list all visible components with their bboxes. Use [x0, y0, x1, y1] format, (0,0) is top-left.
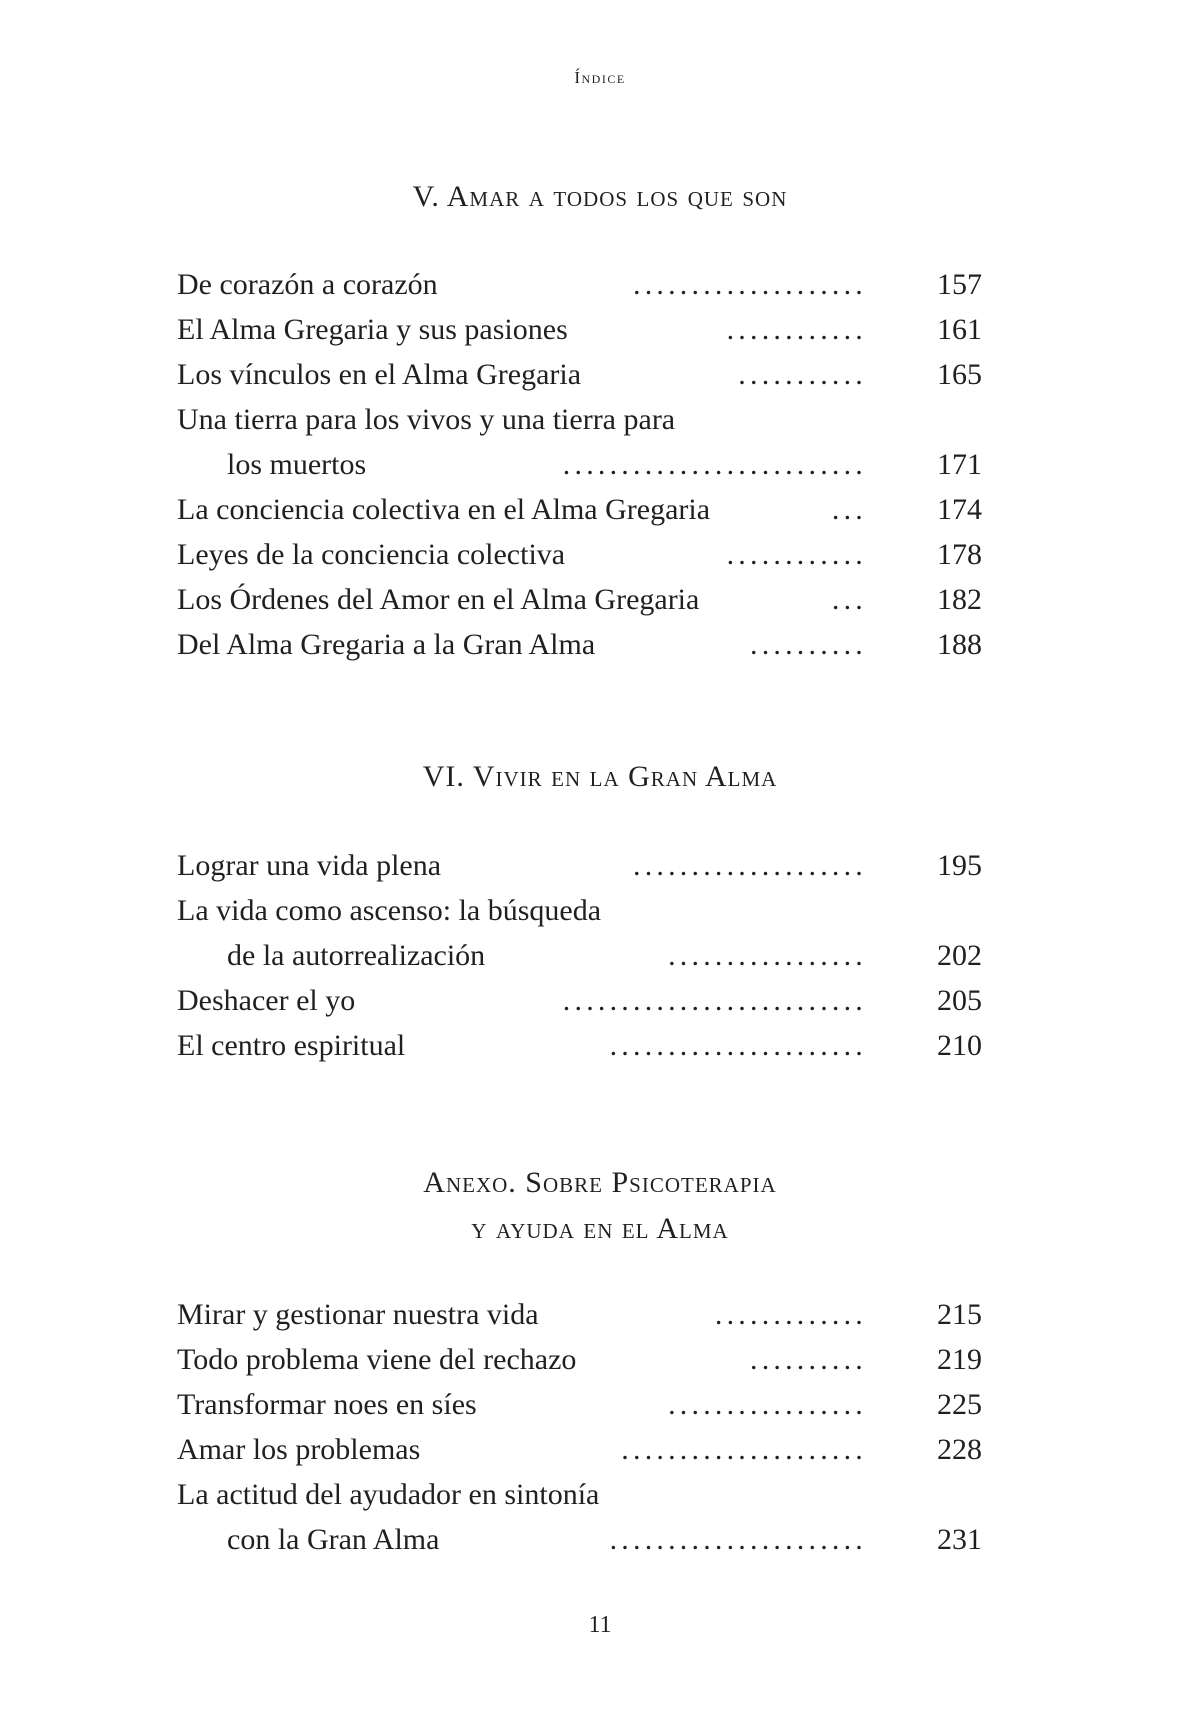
toc-entry-line-2[interactable]: [177, 933, 982, 978]
page-number: 178: [937, 538, 982, 571]
toc-entry[interactable]: [177, 1382, 982, 1427]
dot-leader: ......................: [609, 1523, 867, 1556]
toc-entry[interactable]: [177, 307, 982, 352]
section-title-line: Anexo. Sobre Psicoterapia: [423, 1166, 777, 1199]
toc-entry[interactable]: [177, 1023, 982, 1068]
toc-entry-line-1[interactable]: [177, 397, 982, 442]
page-number: 188: [937, 628, 982, 661]
toc-entry-line-2[interactable]: [177, 442, 982, 487]
page-number: 161: [937, 313, 982, 346]
dot-leader: ...........: [738, 358, 867, 391]
entry-title: De corazón a corazón: [177, 268, 438, 301]
entry-title: Una tierra para los vivos y una tierra para: [177, 403, 676, 436]
toc-entry-line-1[interactable]: [177, 888, 982, 933]
page-number: 202: [937, 939, 982, 972]
dot-leader: ..........: [750, 1343, 867, 1376]
dot-leader: .............: [714, 1298, 867, 1331]
section-title-line: y ayuda en el Alma: [471, 1212, 729, 1245]
dot-leader: ....................: [633, 849, 867, 882]
page-number: 228: [937, 1433, 982, 1466]
page-number: 174: [937, 493, 982, 526]
entry-title: La vida como ascenso: la búsqueda: [177, 894, 602, 927]
entry-title: El centro espiritual: [177, 1029, 406, 1062]
toc-entry[interactable]: [177, 352, 982, 397]
page-folio: 11: [588, 1612, 612, 1638]
section-title-line: V. Amar a todos los que son: [412, 180, 788, 213]
dot-leader: ......................: [609, 1029, 867, 1062]
toc-entry[interactable]: [177, 577, 982, 622]
toc-entry-line-2[interactable]: [177, 1517, 982, 1562]
running-head: Índice: [574, 68, 626, 87]
dot-leader: ..........: [750, 628, 867, 661]
section-title-line: VI. Vivir en la Gran Alma: [422, 760, 778, 793]
entry-title: Transformar noes en síes: [177, 1388, 477, 1421]
toc-entry[interactable]: [177, 532, 982, 577]
entry-title: Los Órdenes del Amor en el Alma Gregaria: [177, 583, 700, 616]
section-title-v: [0, 174, 1200, 220]
dot-leader: ...: [831, 493, 867, 526]
toc-entry[interactable]: [177, 1337, 982, 1382]
dot-leader: ............: [726, 538, 867, 571]
dot-leader: ..........................: [562, 984, 867, 1017]
dot-leader: .....................: [621, 1433, 867, 1466]
page-number: 157: [937, 268, 982, 301]
toc-entry[interactable]: [177, 1427, 982, 1472]
entry-title: Deshacer el yo: [177, 984, 356, 1017]
dot-leader: .................: [668, 1388, 867, 1421]
toc-entry[interactable]: [177, 622, 982, 667]
page-number: 210: [937, 1029, 982, 1062]
toc-entry[interactable]: [177, 487, 982, 532]
entry-title: Leyes de la conciencia colectiva: [177, 538, 566, 571]
toc-entry[interactable]: [177, 978, 982, 1023]
page-number: 219: [937, 1343, 982, 1376]
entry-title: La conciencia colectiva en el Alma Gregaria: [177, 493, 711, 526]
page-number: 195: [937, 849, 982, 882]
section-title-vi: [0, 754, 1200, 800]
entry-title: Lograr una vida plena: [177, 849, 442, 882]
entry-title-continuation: de la autorrealización: [227, 939, 486, 972]
entry-title: Mirar y gestionar nuestra vida: [177, 1298, 539, 1331]
page-number: 182: [937, 583, 982, 616]
entry-title-continuation: los muertos: [227, 448, 367, 481]
page-number: 215: [937, 1298, 982, 1331]
entry-title: Del Alma Gregaria a la Gran Alma: [177, 628, 596, 661]
toc-list-section-vi: [177, 843, 982, 1068]
page-number: 225: [937, 1388, 982, 1421]
entry-title: Todo problema viene del rechazo: [177, 1343, 577, 1376]
toc-entry[interactable]: [177, 843, 982, 888]
toc-list-anexo: [177, 1292, 982, 1562]
entry-title-continuation: con la Gran Alma: [227, 1523, 440, 1556]
entry-title: Los vínculos en el Alma Gregaria: [177, 358, 582, 391]
dot-leader: ....................: [633, 268, 867, 301]
page-number: 231: [937, 1523, 982, 1556]
dot-leader: ............: [726, 313, 867, 346]
dot-leader: .................: [668, 939, 867, 972]
section-title-anexo: [0, 1160, 1200, 1252]
page-number: 165: [937, 358, 982, 391]
entry-title: El Alma Gregaria y sus pasiones: [177, 313, 568, 346]
page-number: 205: [937, 984, 982, 1017]
toc-entry[interactable]: [177, 1292, 982, 1337]
toc-list-section-v: [177, 262, 982, 667]
page-number: 171: [937, 448, 982, 481]
entry-title: La actitud del ayudador en sintonía: [177, 1478, 600, 1511]
toc-entry[interactable]: [177, 262, 982, 307]
dot-leader: ...: [831, 583, 867, 616]
entry-title: Amar los problemas: [177, 1433, 421, 1466]
dot-leader: ..........................: [562, 448, 867, 481]
toc-entry-line-1[interactable]: [177, 1472, 982, 1517]
